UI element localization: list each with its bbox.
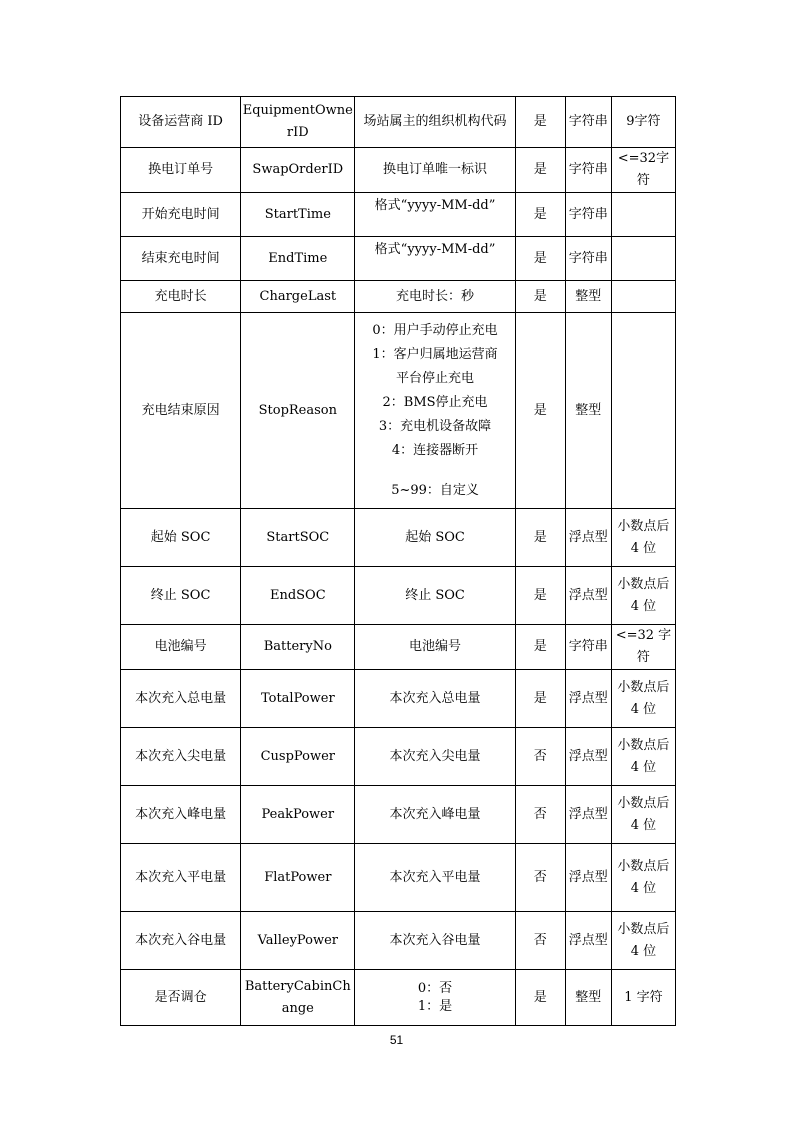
field-required-cell: 是 (515, 281, 565, 313)
description-line: 0：否 (417, 980, 453, 996)
field-length-cell: 9字符 (611, 97, 675, 148)
field-required-cell: 是 (515, 148, 565, 193)
field-required-cell: 是 (515, 313, 565, 509)
field-type-cell: 浮点型 (565, 509, 611, 567)
description-line: 3：充电机设备故障 (378, 418, 492, 434)
field-length-cell: 1 字符 (611, 970, 675, 1026)
field-description-cell: 本次充入平电量 (355, 844, 515, 912)
field-type-cell: 字符串 (565, 237, 611, 281)
field-name-cell: 本次充入平电量 (121, 844, 241, 912)
field-name-cell: 开始充电时间 (121, 193, 241, 237)
field-type-cell: 字符串 (565, 148, 611, 193)
description-line: 1：是 (417, 998, 453, 1014)
table-row (121, 670, 676, 728)
field-code-cell: EquipmentOwnerID (241, 97, 355, 148)
field-length-cell (611, 193, 675, 237)
table-row (121, 97, 676, 148)
field-length-cell (611, 281, 675, 313)
field-code-cell: BatteryCabinChange (241, 970, 355, 1026)
field-name-cell: 起始 SOC (121, 509, 241, 567)
field-length-cell: 小数点后 4 位 (611, 567, 675, 625)
table-row (121, 237, 676, 281)
field-description-cell: 本次充入峰电量 (355, 786, 515, 844)
field-name-cell: 电池编号 (121, 625, 241, 670)
field-required-cell: 是 (515, 970, 565, 1026)
field-type-cell: 字符串 (565, 97, 611, 148)
table-row (121, 786, 676, 844)
field-length-cell (611, 237, 675, 281)
field-type-cell: 整型 (565, 313, 611, 509)
field-code-cell: CuspPower (241, 728, 355, 786)
field-description-cell (355, 970, 515, 1026)
field-code-cell: EndTime (241, 237, 355, 281)
description-line: 5~99：自定义 (391, 482, 479, 498)
field-name-cell: 是否调仓 (121, 970, 241, 1026)
field-type-cell: 整型 (565, 970, 611, 1026)
field-description-cell: 终止 SOC (355, 567, 515, 625)
description-line: 2：BMS停止充电 (382, 394, 488, 410)
description-line: 平台停止充电 (396, 370, 475, 386)
field-length-cell: 小数点后 4 位 (611, 844, 675, 912)
field-length-cell: 小数点后 4 位 (611, 670, 675, 728)
field-code-cell: PeakPower (241, 786, 355, 844)
description-line: 1：客户归属地运营商 (372, 346, 498, 362)
field-code-cell: BatteryNo (241, 625, 355, 670)
field-description-cell: 起始 SOC (355, 509, 515, 567)
field-description-cell: 充电时长：秒 (355, 281, 515, 313)
field-type-cell: 字符串 (565, 625, 611, 670)
table-row (121, 193, 676, 237)
field-required-cell: 是 (515, 625, 565, 670)
field-required-cell: 是 (515, 509, 565, 567)
field-code-cell: TotalPower (241, 670, 355, 728)
field-type-cell: 浮点型 (565, 786, 611, 844)
field-type-cell: 浮点型 (565, 728, 611, 786)
field-description-cell (355, 313, 515, 509)
field-code-cell: StopReason (241, 313, 355, 509)
table-row (121, 313, 676, 509)
field-spec-table-body (121, 97, 676, 1026)
field-name-cell: 本次充入谷电量 (121, 912, 241, 970)
field-name-cell: 终止 SOC (121, 567, 241, 625)
field-type-cell: 字符串 (565, 193, 611, 237)
field-name-cell: 充电时长 (121, 281, 241, 313)
field-length-cell: 小数点后 4 位 (611, 912, 675, 970)
field-description-cell: 换电订单唯一标识 (355, 148, 515, 193)
table-row (121, 509, 676, 567)
field-code-cell: ValleyPower (241, 912, 355, 970)
table-row (121, 844, 676, 912)
field-description-cell: 格式“yyyy-MM-dd” (355, 237, 515, 281)
page-number: 51 (389, 1033, 404, 1047)
field-code-cell: EndSOC (241, 567, 355, 625)
field-name-cell: 本次充入峰电量 (121, 786, 241, 844)
field-code-cell: StartTime (241, 193, 355, 237)
field-name-cell: 本次充入尖电量 (121, 728, 241, 786)
field-length-cell (611, 313, 675, 509)
field-required-cell: 是 (515, 670, 565, 728)
field-spec-table (120, 96, 676, 1026)
field-required-cell: 是 (515, 567, 565, 625)
field-description-cell: 本次充入尖电量 (355, 728, 515, 786)
field-required-cell: 否 (515, 912, 565, 970)
field-description-cell: 格式“yyyy-MM-dd” (355, 193, 515, 237)
field-type-cell: 整型 (565, 281, 611, 313)
field-code-cell: StartSOC (241, 509, 355, 567)
field-type-cell: 浮点型 (565, 844, 611, 912)
field-code-cell: ChargeLast (241, 281, 355, 313)
field-description-cell: 场站属主的组织机构代码 (355, 97, 515, 148)
field-name-cell: 充电结束原因 (121, 313, 241, 509)
field-required-cell: 是 (515, 193, 565, 237)
field-description-cell: 本次充入谷电量 (355, 912, 515, 970)
field-type-cell: 浮点型 (565, 670, 611, 728)
field-length-cell: <=32 字符 (611, 625, 675, 670)
field-description-cell: 本次充入总电量 (355, 670, 515, 728)
field-required-cell: 否 (515, 728, 565, 786)
table-row (121, 567, 676, 625)
field-name-cell: 换电订单号 (121, 148, 241, 193)
table-row (121, 728, 676, 786)
field-name-cell: 设备运营商 ID (121, 97, 241, 148)
table-row (121, 970, 676, 1026)
description-line: 0：用户手动停止充电 (372, 322, 498, 338)
field-required-cell: 是 (515, 97, 565, 148)
field-code-cell: FlatPower (241, 844, 355, 912)
field-length-cell: 小数点后 4 位 (611, 509, 675, 567)
table-row (121, 625, 676, 670)
field-length-cell: <=32字符 (611, 148, 675, 193)
field-required-cell: 否 (515, 844, 565, 912)
field-type-cell: 浮点型 (565, 567, 611, 625)
field-length-cell: 小数点后 4 位 (611, 786, 675, 844)
field-description-cell: 电池编号 (355, 625, 515, 670)
table-row (121, 148, 676, 193)
table-row (121, 912, 676, 970)
field-name-cell: 结束充电时间 (121, 237, 241, 281)
field-code-cell: SwapOrderID (241, 148, 355, 193)
description-line: 4：连接器断开 (391, 442, 479, 458)
field-length-cell: 小数点后 4 位 (611, 728, 675, 786)
field-required-cell: 是 (515, 237, 565, 281)
field-required-cell: 否 (515, 786, 565, 844)
field-type-cell: 浮点型 (565, 912, 611, 970)
field-name-cell: 本次充入总电量 (121, 670, 241, 728)
table-row (121, 281, 676, 313)
